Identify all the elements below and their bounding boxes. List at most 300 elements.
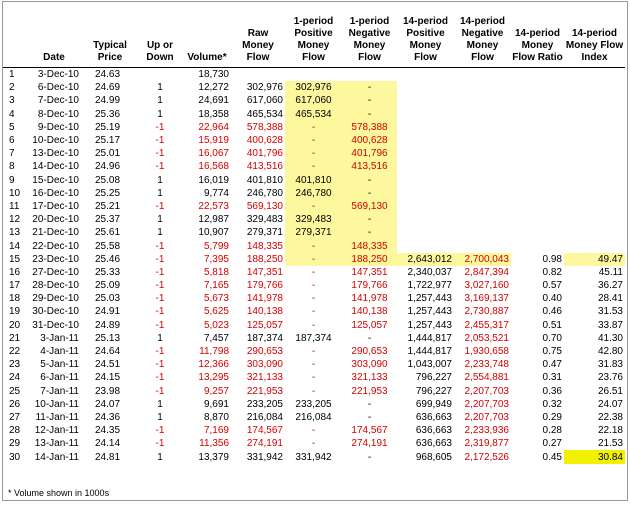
up-down-cell: 1 xyxy=(157,174,163,186)
date-cell: 29-Dec-10 xyxy=(32,293,79,305)
row-number: 11 xyxy=(9,200,20,212)
table-row xyxy=(3,121,625,134)
typical-price-cell: 24.89 xyxy=(95,319,121,331)
typical-price-cell: 23.98 xyxy=(95,385,121,397)
typical-price-cell: 25.01 xyxy=(95,148,121,160)
positive-14-cell: 2,340,037 xyxy=(407,266,452,278)
date-cell: 16-Dec-10 xyxy=(32,187,79,199)
ratio-cell xyxy=(511,187,564,200)
col-header-up-down: Up or Down xyxy=(137,4,183,68)
up-down-cell: -1 xyxy=(155,319,165,331)
volume-cell: 9,691 xyxy=(203,398,229,410)
table-row xyxy=(3,398,625,411)
negative-flow-cell: 125,057 xyxy=(351,319,388,331)
up-down-cell: 1 xyxy=(157,227,163,239)
date-cell: 14-Dec-10 xyxy=(32,161,79,173)
positive-flow-cell: 617,060 xyxy=(285,94,342,107)
typical-price-cell: 25.08 xyxy=(95,174,121,186)
volume-cell: 13,295 xyxy=(198,372,229,384)
typical-price-cell: 24.96 xyxy=(95,161,121,173)
negative-14-cell: 3,169,137 xyxy=(464,293,509,305)
date-cell: 14-Jan-11 xyxy=(34,451,79,463)
positive-flow-cell: 279,371 xyxy=(285,226,342,239)
up-down-cell: 1 xyxy=(157,214,163,226)
date-cell: 10-Dec-10 xyxy=(32,135,79,147)
mfi-cell xyxy=(564,226,625,239)
up-down-cell: -1 xyxy=(155,161,165,173)
date-cell: 3-Jan-11 xyxy=(40,332,79,344)
volume-cell: 5,818 xyxy=(203,266,229,278)
volume-cell: 7,169 xyxy=(203,425,229,437)
typical-price-cell: 25.33 xyxy=(95,266,121,278)
up-down-cell xyxy=(137,68,183,82)
table-row xyxy=(3,371,625,384)
mfi-cell xyxy=(564,174,625,187)
mfi-cell xyxy=(564,108,625,121)
volume-cell: 8,870 xyxy=(203,411,229,423)
ratio-cell: 0.46 xyxy=(542,306,562,318)
positive-flow-cell: - xyxy=(311,346,316,358)
typical-price-cell: 25.37 xyxy=(95,214,121,226)
typical-price-cell: 24.81 xyxy=(95,451,121,463)
negative-14-cell xyxy=(454,94,511,107)
volume-cell: 5,625 xyxy=(203,306,229,318)
positive-14-cell xyxy=(397,200,454,213)
ratio-cell: 0.28 xyxy=(542,425,562,437)
positive-14-cell xyxy=(397,108,454,121)
spreadsheet xyxy=(2,1,628,501)
ratio-cell: 0.40 xyxy=(542,293,562,305)
table-row xyxy=(3,174,625,187)
positive-flow-cell: 302,976 xyxy=(285,81,342,94)
volume-cell: 13,379 xyxy=(198,451,229,463)
positive-14-cell: 2,643,012 xyxy=(397,253,454,266)
typical-price-cell: 25.13 xyxy=(95,332,121,344)
negative-flow-cell: 578,388 xyxy=(342,121,397,134)
positive-flow-cell: - xyxy=(311,385,316,397)
date-cell: 12-Jan-11 xyxy=(34,425,79,437)
negative-flow-cell: - xyxy=(342,187,397,200)
volume-cell: 18,358 xyxy=(198,108,229,120)
row-number: 19 xyxy=(9,306,21,318)
row-number: 1 xyxy=(9,69,15,81)
footnote: * Volume shown in 1000s xyxy=(8,488,110,498)
negative-flow-cell: 274,191 xyxy=(351,438,388,450)
mfi-cell xyxy=(564,68,625,82)
positive-flow-cell: - xyxy=(285,200,342,213)
mfi-cell: 24.07 xyxy=(597,398,623,410)
raw-money-flow-cell: 221,953 xyxy=(246,385,283,397)
ratio-cell: 0.57 xyxy=(542,280,562,292)
row-number: 7 xyxy=(9,148,15,160)
date-cell: 8-Dec-10 xyxy=(37,108,79,120)
negative-14-cell xyxy=(454,200,511,213)
mfi-cell: 41.30 xyxy=(597,332,623,344)
up-down-cell: -1 xyxy=(155,359,165,371)
col-header-typical-price: Typical Price xyxy=(83,4,137,68)
positive-flow-cell: - xyxy=(311,319,316,331)
negative-14-cell: 2,207,703 xyxy=(464,398,509,410)
positive-14-cell xyxy=(397,213,454,226)
mfi-cell: 45.11 xyxy=(598,266,623,278)
row-number: 30 xyxy=(9,451,21,463)
mfi-cell xyxy=(564,121,625,134)
negative-flow-cell: 400,628 xyxy=(342,134,397,147)
date-cell: 13-Jan-11 xyxy=(34,438,79,450)
row-number: 17 xyxy=(9,280,21,292)
negative-flow-cell: 413,516 xyxy=(342,160,397,173)
up-down-cell: 1 xyxy=(157,187,163,199)
row-number: 9 xyxy=(9,174,15,186)
positive-14-cell: 1,444,817 xyxy=(407,332,452,344)
up-down-cell: 1 xyxy=(157,95,163,107)
col-header-volume: Volume* xyxy=(183,4,231,68)
up-down-cell: -1 xyxy=(155,135,165,147)
raw-money-flow-cell: 413,516 xyxy=(246,161,283,173)
date-cell: 20-Dec-10 xyxy=(32,214,79,226)
volume-cell: 12,366 xyxy=(198,359,229,371)
raw-money-flow-cell: 400,628 xyxy=(246,135,283,147)
positive-flow-cell: 216,084 xyxy=(295,411,332,423)
typical-price-cell: 25.09 xyxy=(95,280,121,292)
row-number: 28 xyxy=(9,425,21,437)
negative-14-cell: 2,455,317 xyxy=(464,319,509,331)
ratio-cell: 0.75 xyxy=(542,346,562,358)
positive-flow-cell: 329,483 xyxy=(285,213,342,226)
volume-cell: 15,919 xyxy=(198,135,229,147)
row-number: 15 xyxy=(9,253,21,265)
date-cell: 31-Dec-10 xyxy=(32,319,79,331)
up-down-cell: 1 xyxy=(157,398,163,410)
negative-14-cell xyxy=(454,121,511,134)
row-number: 21 xyxy=(9,332,21,344)
up-down-cell: 1 xyxy=(157,108,163,120)
row-number: 27 xyxy=(9,411,21,423)
negative-14-cell: 2,172,526 xyxy=(464,451,509,463)
positive-flow-cell: - xyxy=(285,253,342,266)
negative-14-cell xyxy=(454,174,511,187)
mfi-cell xyxy=(564,187,625,200)
date-cell: 9-Dec-10 xyxy=(37,121,79,133)
positive-flow-cell: - xyxy=(311,372,316,384)
raw-money-flow-cell: 246,780 xyxy=(246,187,283,199)
positive-flow-cell: 401,810 xyxy=(285,174,342,187)
negative-flow-cell: - xyxy=(367,398,372,410)
positive-14-cell: 1,722,977 xyxy=(407,280,452,292)
negative-flow-cell: 188,250 xyxy=(342,253,397,266)
raw-money-flow-cell: 216,084 xyxy=(246,411,283,423)
raw-money-flow-cell: 174,567 xyxy=(246,425,283,437)
volume-cell: 22,964 xyxy=(198,121,229,133)
ratio-cell xyxy=(511,121,564,134)
positive-flow-cell: - xyxy=(311,266,316,278)
table-row xyxy=(3,266,625,279)
ratio-cell xyxy=(511,174,564,187)
mfi-cell xyxy=(564,213,625,226)
row-number: 12 xyxy=(9,214,21,226)
negative-14-cell: 2,847,394 xyxy=(464,266,509,278)
mfi-cell: 26.51 xyxy=(597,385,623,397)
up-down-cell: 1 xyxy=(157,411,163,423)
raw-money-flow-cell: 401,810 xyxy=(246,174,283,186)
typical-price-cell: 24.63 xyxy=(95,69,121,81)
positive-14-cell xyxy=(397,147,454,160)
date-cell: 30-Dec-10 xyxy=(32,306,79,318)
col-header-14p-negative: 14-period Negative Money Flow xyxy=(454,4,511,68)
mfi-cell xyxy=(564,147,625,160)
negative-flow-cell: - xyxy=(367,451,372,463)
up-down-cell: -1 xyxy=(155,438,165,450)
raw-money-flow-cell: 578,388 xyxy=(246,121,283,133)
negative-flow-cell: - xyxy=(342,108,397,121)
negative-flow-cell: 141,978 xyxy=(351,293,388,305)
ratio-cell: 0.31 xyxy=(542,372,562,384)
table-row xyxy=(3,160,625,173)
raw-money-flow-cell: 303,090 xyxy=(246,359,283,371)
negative-14-cell xyxy=(454,239,511,252)
typical-price-cell: 25.21 xyxy=(95,200,121,212)
table-row xyxy=(3,147,625,160)
volume-cell: 12,987 xyxy=(198,214,229,226)
typical-price-cell: 25.03 xyxy=(95,293,121,305)
negative-flow-cell xyxy=(342,68,397,82)
date-cell: 23-Dec-10 xyxy=(32,253,79,265)
col-header-1p-positive: 1-period Positive Money Flow xyxy=(285,4,342,68)
volume-cell: 18,730 xyxy=(198,69,229,81)
volume-cell: 11,798 xyxy=(199,346,229,358)
positive-flow-cell: - xyxy=(311,293,316,305)
positive-14-cell xyxy=(397,94,454,107)
positive-14-cell: 1,043,007 xyxy=(407,359,452,371)
positive-flow-cell: - xyxy=(285,239,342,252)
negative-flow-cell: 147,351 xyxy=(351,266,388,278)
up-down-cell: -1 xyxy=(155,240,165,252)
positive-14-cell: 636,663 xyxy=(415,425,452,437)
negative-flow-cell: - xyxy=(342,226,397,239)
ratio-cell: 0.51 xyxy=(542,319,562,331)
mfi-cell xyxy=(564,81,625,94)
col-header-raw-money-flow: Raw Money Flow xyxy=(231,4,285,68)
typical-price-cell: 24.51 xyxy=(95,359,121,371)
mfi-cell: 22.38 xyxy=(597,411,623,423)
volume-cell: 10,907 xyxy=(198,227,229,239)
volume-cell: 5,799 xyxy=(203,240,229,252)
typical-price-cell: 24.35 xyxy=(95,425,121,437)
typical-price-cell: 25.61 xyxy=(95,227,121,239)
positive-flow-cell: - xyxy=(311,306,316,318)
raw-money-flow-cell: 274,191 xyxy=(246,438,283,450)
mfi-cell: 30.84 xyxy=(564,450,625,463)
row-number: 20 xyxy=(9,319,21,331)
col-header-14p-positive: 14-period Positive Money Flow xyxy=(397,4,454,68)
positive-14-cell: 636,663 xyxy=(415,438,452,450)
typical-price-cell: 25.17 xyxy=(95,135,121,147)
negative-14-cell xyxy=(454,160,511,173)
col-header-14p-ratio: 14-period Money Flow Ratio xyxy=(511,4,564,68)
positive-flow-cell: - xyxy=(285,121,342,134)
volume-cell: 16,067 xyxy=(198,148,229,160)
typical-price-cell: 25.46 xyxy=(95,253,121,265)
raw-money-flow-cell: 321,133 xyxy=(246,372,283,384)
positive-flow-cell xyxy=(285,68,342,82)
up-down-cell: -1 xyxy=(155,425,165,437)
ratio-cell xyxy=(511,68,564,82)
ratio-cell xyxy=(511,108,564,121)
row-number: 3 xyxy=(9,95,15,107)
mfi-cell xyxy=(564,239,625,252)
positive-14-cell xyxy=(397,187,454,200)
positive-flow-cell: 331,942 xyxy=(295,451,332,463)
negative-flow-cell: - xyxy=(367,332,372,344)
raw-money-flow-cell: 141,978 xyxy=(246,293,283,305)
positive-flow-cell: 465,534 xyxy=(285,108,342,121)
raw-money-flow-cell: 617,060 xyxy=(246,95,283,107)
typical-price-cell: 24.64 xyxy=(95,346,121,358)
row-number: 22 xyxy=(9,346,21,358)
raw-money-flow-cell: 233,205 xyxy=(246,398,283,410)
negative-14-cell xyxy=(454,147,511,160)
row-number: 13 xyxy=(9,227,21,239)
negative-14-cell: 2,700,043 xyxy=(454,253,511,266)
mfi-cell: 28.41 xyxy=(597,293,623,305)
volume-cell: 16,019 xyxy=(198,174,229,186)
table-row xyxy=(3,94,625,107)
date-cell: 13-Dec-10 xyxy=(32,148,79,160)
date-cell: 7-Jan-11 xyxy=(40,385,79,397)
negative-14-cell: 3,027,160 xyxy=(464,280,509,292)
negative-flow-cell: 401,796 xyxy=(342,147,397,160)
positive-14-cell: 1,444,817 xyxy=(407,346,452,358)
positive-14-cell: 1,257,443 xyxy=(407,306,452,318)
ratio-cell: 0.36 xyxy=(542,385,562,397)
ratio-cell xyxy=(511,213,564,226)
positive-14-cell: 796,227 xyxy=(415,385,452,397)
table-row xyxy=(3,68,625,82)
ratio-cell: 0.98 xyxy=(542,253,562,265)
positive-14-cell: 1,257,443 xyxy=(407,293,452,305)
raw-money-flow-cell: 147,351 xyxy=(246,266,283,278)
volume-cell: 7,395 xyxy=(203,253,229,265)
ratio-cell: 0.70 xyxy=(542,332,562,344)
row-number: 16 xyxy=(9,266,21,278)
col-header-1p-negative: 1-period Negative Money Flow xyxy=(342,4,397,68)
date-cell: 4-Jan-11 xyxy=(40,346,79,358)
typical-price-cell: 24.14 xyxy=(95,438,121,450)
negative-flow-cell: - xyxy=(342,94,397,107)
volume-cell: 5,023 xyxy=(203,319,229,331)
row-number: 8 xyxy=(9,161,15,173)
raw-money-flow-cell: 179,766 xyxy=(246,280,283,292)
negative-flow-cell: 569,130 xyxy=(342,200,397,213)
negative-14-cell: 1,930,658 xyxy=(464,346,509,358)
up-down-cell: -1 xyxy=(155,385,165,397)
table-row xyxy=(3,108,625,121)
date-cell: 21-Dec-10 xyxy=(32,227,79,239)
positive-14-cell xyxy=(397,68,454,82)
mfi-cell xyxy=(564,134,625,147)
negative-flow-cell: - xyxy=(342,174,397,187)
positive-flow-cell: - xyxy=(285,134,342,147)
negative-flow-cell: - xyxy=(342,213,397,226)
table-row xyxy=(3,345,625,358)
positive-flow-cell: - xyxy=(311,438,316,450)
mfi-cell xyxy=(564,200,625,213)
up-down-cell: -1 xyxy=(155,346,165,358)
positive-14-cell xyxy=(397,121,454,134)
positive-flow-cell: - xyxy=(311,425,316,437)
raw-money-flow-cell xyxy=(231,68,285,82)
mfi-cell: 31.53 xyxy=(597,306,623,318)
up-down-cell: -1 xyxy=(155,266,165,278)
ratio-cell: 0.32 xyxy=(542,398,562,410)
mfi-cell: 42.80 xyxy=(597,346,623,358)
mfi-cell: 36.27 xyxy=(597,280,623,292)
ratio-cell xyxy=(511,226,564,239)
date-cell: 7-Dec-10 xyxy=(37,95,79,107)
positive-flow-cell: - xyxy=(285,147,342,160)
positive-14-cell xyxy=(397,239,454,252)
negative-flow-cell: 303,090 xyxy=(351,359,388,371)
ratio-cell xyxy=(511,81,564,94)
ratio-cell: 0.82 xyxy=(542,266,562,278)
volume-cell: 24,691 xyxy=(198,95,229,107)
positive-14-cell: 968,605 xyxy=(415,451,452,463)
date-cell: 28-Dec-10 xyxy=(32,280,79,292)
up-down-cell: -1 xyxy=(155,200,165,212)
up-down-cell: -1 xyxy=(155,253,165,265)
ratio-cell: 0.27 xyxy=(542,438,562,450)
col-header-date: Date xyxy=(25,4,83,68)
mfi-cell xyxy=(564,94,625,107)
date-cell: 6-Jan-11 xyxy=(40,372,79,384)
table-row xyxy=(3,424,625,437)
positive-flow-cell: - xyxy=(311,359,316,371)
positive-14-cell xyxy=(397,226,454,239)
raw-money-flow-cell: 465,534 xyxy=(246,108,283,120)
table-row xyxy=(3,292,625,305)
row-number: 2 xyxy=(9,82,15,94)
mfi-cell: 33.87 xyxy=(597,319,623,331)
money-flow-table xyxy=(3,4,625,464)
date-cell: 15-Dec-10 xyxy=(32,174,79,186)
row-number: 5 xyxy=(9,121,15,133)
ratio-cell: 0.45 xyxy=(542,451,562,463)
row-number: 23 xyxy=(9,359,21,371)
mfi-cell: 49.47 xyxy=(564,253,625,266)
typical-price-cell: 25.25 xyxy=(95,187,121,199)
table-row xyxy=(3,187,625,200)
raw-money-flow-cell: 331,942 xyxy=(246,451,283,463)
row-number: 29 xyxy=(9,438,21,450)
positive-14-cell xyxy=(397,174,454,187)
row-number: 14 xyxy=(9,240,21,252)
positive-14-cell xyxy=(397,134,454,147)
positive-14-cell: 796,227 xyxy=(415,372,452,384)
table-row xyxy=(3,358,625,371)
positive-flow-cell: - xyxy=(285,160,342,173)
volume-cell: 9,257 xyxy=(203,385,229,397)
ratio-cell xyxy=(511,239,564,252)
positive-14-cell: 699,949 xyxy=(415,398,452,410)
mfi-cell: 31.83 xyxy=(597,359,623,371)
date-cell: 6-Dec-10 xyxy=(37,82,79,94)
date-cell: 11-Jan-11 xyxy=(35,411,79,423)
date-cell: 10-Jan-11 xyxy=(34,398,79,410)
raw-money-flow-cell: 302,976 xyxy=(246,82,283,94)
positive-flow-cell: 187,374 xyxy=(295,332,332,344)
negative-14-cell xyxy=(454,81,511,94)
negative-14-cell: 2,207,703 xyxy=(464,411,509,423)
